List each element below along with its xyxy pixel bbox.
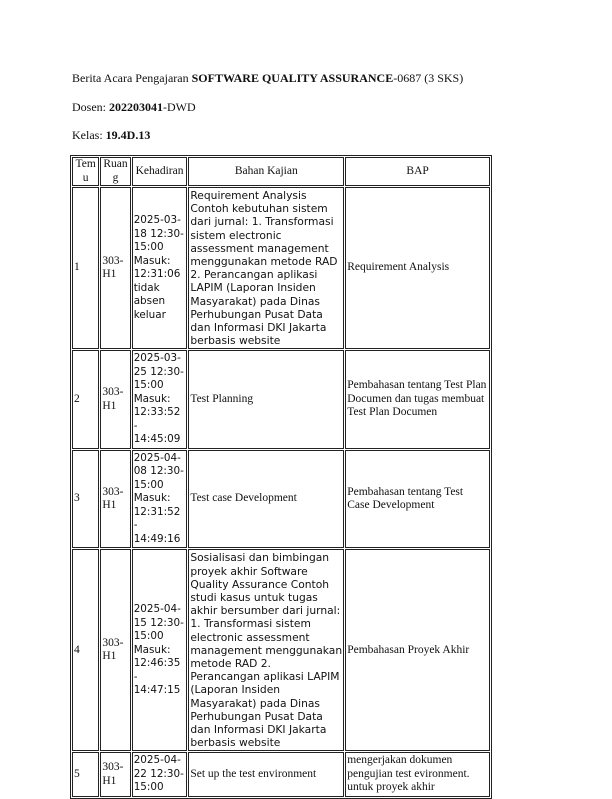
table-row	[72, 450, 490, 549]
cell-bahan-kajian: Set up the test environment	[188, 752, 344, 797]
table-row	[72, 752, 490, 797]
cell-ruang: 303-H1	[100, 350, 130, 449]
table-row	[72, 187, 490, 349]
lecturer-id: 202203041	[109, 100, 163, 114]
cell-kehadiran: 2025-03-25 12:30-15:00 Masuk: 12:33:52 - 14:45:09	[132, 350, 188, 449]
lecturer-suffix: -DWD	[163, 100, 196, 114]
cell-bahan-kajian: Test case Development	[188, 450, 344, 549]
cell-bap: mengerjakan dokumen pengujian test evironment. untuk proyek akhir	[345, 752, 490, 797]
cell-kehadiran: 2025-04-08 12:30-15:00 Masuk: 12:31:52 - 14:49:16	[132, 450, 188, 549]
cell-ruang: 303-H1	[100, 549, 130, 751]
cell-kehadiran: 2025-04-15 12:30-15:00 Masuk: 12:46:35 - 14:47:15	[132, 549, 188, 751]
cell-kehadiran: 2025-03-18 12:30-15:00 Masuk: 12:31:06 tidak absen keluar	[132, 187, 188, 349]
lecturer-line	[72, 100, 196, 114]
course-name: SOFTWARE QUALITY ASSURANCE	[191, 71, 394, 85]
cell-kehadiran: 2025-04-22 12:30-15:00	[132, 752, 188, 797]
column-header-bahan-kajian: Bahan Kajian	[188, 157, 344, 186]
cell-bahan-kajian: Test Planning	[188, 350, 344, 449]
column-header-kehadiran: Kehadiran	[132, 157, 188, 186]
cell-temu: 4	[72, 549, 99, 751]
attendance-table	[70, 155, 492, 799]
cell-temu: 3	[72, 450, 99, 549]
cell-bap: Pembahasan tentang Test Case Development	[345, 450, 490, 549]
column-header-ruang: Ruang	[100, 157, 130, 186]
course-code: -0687 (3 SKS)	[393, 71, 464, 85]
class-value: 19.4D.13	[105, 128, 151, 142]
title-prefix: Berita Acara Pengajaran	[72, 71, 192, 85]
cell-bap: Pembahasan tentang Test Plan Documen dan tugas membuat Test Plan Documen	[345, 350, 490, 449]
table-row	[72, 549, 490, 751]
cell-bahan-kajian: Requirement Analysis Contoh kebutuhan sistem dari jurnal: 1. Transformasi sistem electronic assessment management menggunakan metode RAD 2. Perancangan aplikasi LAPIM (Laporan Insiden Masyarakat) pada Dinas Perhubungan Pusat Data dan Informasi DKI Jakarta berbasis website	[188, 187, 344, 349]
cell-temu: 2	[72, 350, 99, 449]
table-header-row	[72, 157, 490, 186]
cell-ruang: 303-H1	[100, 450, 130, 549]
class-label: Kelas:	[72, 128, 106, 142]
cell-ruang: 303-H1	[100, 187, 130, 349]
cell-bahan-kajian: Sosialisasi dan bimbingan proyek akhir Software Quality Assurance Contoh studi kasus untuk tugas akhir bersumber dari jurnal: 1. Transformasi sistem electronic assessment management menggunakan metode RAD 2. Perancangan aplikasi LAPIM (Laporan Insiden Masyarakat) pada Dinas Perhubungan Pusat Data dan Informasi DKI Jakarta berbasis website	[188, 549, 344, 751]
cell-ruang: 303-H1	[100, 752, 130, 797]
cell-temu: 5	[72, 752, 99, 797]
cell-temu: 1	[72, 187, 99, 349]
cell-bap: Pembahasan Proyek Akhir	[345, 549, 490, 751]
cell-bap: Requirement Analysis	[345, 187, 490, 349]
table-row	[72, 350, 490, 449]
class-line	[72, 128, 150, 142]
column-header-bap: BAP	[345, 157, 490, 186]
document-title	[72, 71, 463, 85]
column-header-temu: Temu	[72, 157, 99, 186]
lecturer-label: Dosen:	[72, 100, 109, 114]
